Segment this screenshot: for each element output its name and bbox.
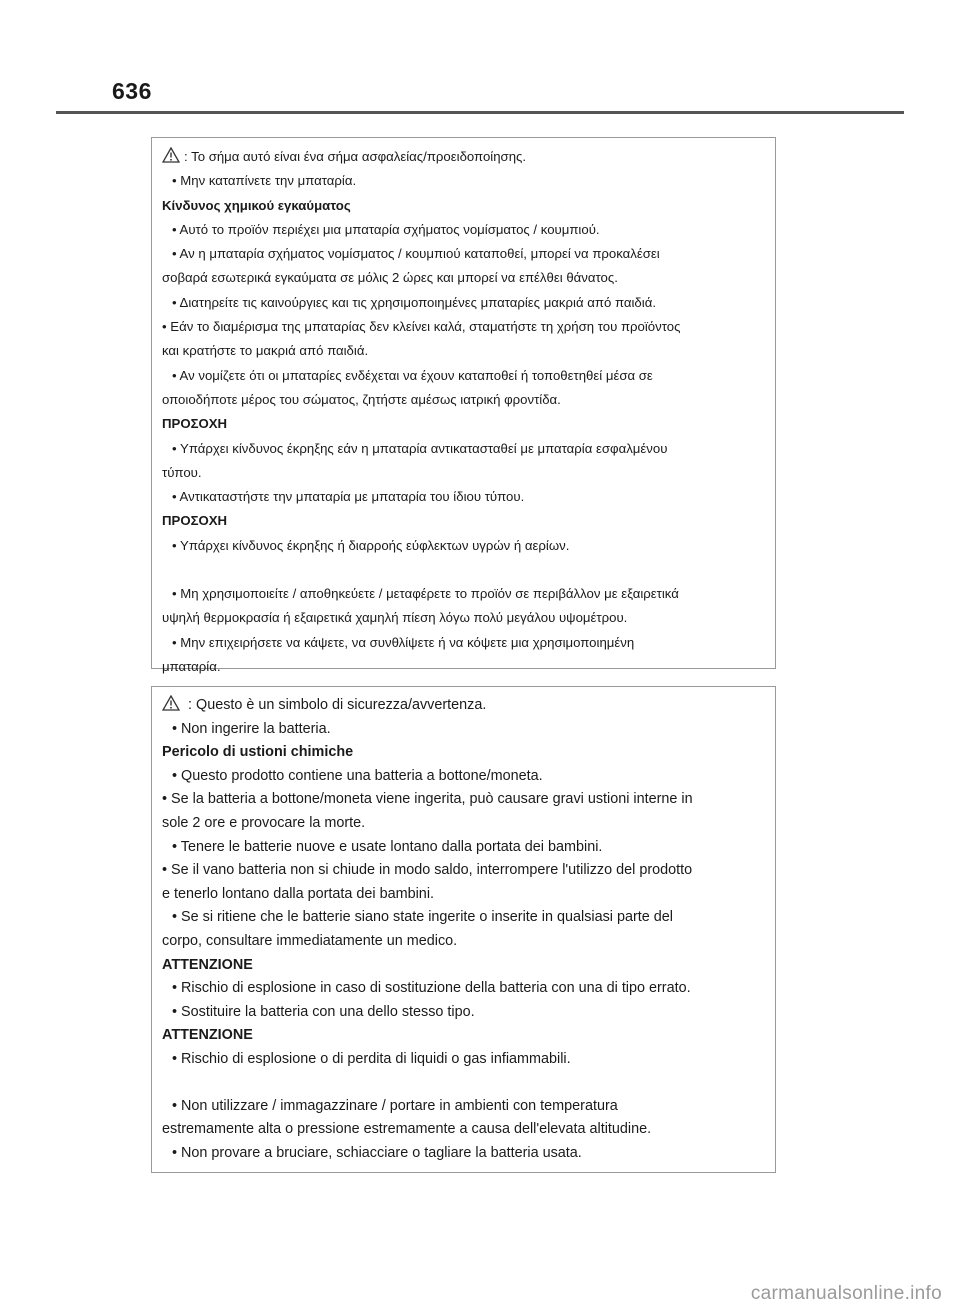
greek-line-heading: ΠΡΟΣΟΧΗ	[162, 416, 228, 432]
italian-line-bullet: • Questo prodotto contiene una batteria a bottone/moneta.	[172, 767, 543, 784]
greek-line-text: υψηλή θερμοκρασία ή εξαιρετικά χαμηλή πίεση λόγω πολύ μεγάλου υψομέτρου.	[162, 610, 628, 626]
italian-line-heading: Pericolo di ustioni chimiche	[162, 744, 354, 761]
page-number: 636	[112, 78, 152, 104]
greek-line-bullet: • Υπάρχει κίνδυνος έκρηξης ή διαρροής εύφλεκτων υγρών ή αερίων.	[172, 537, 570, 553]
warning-triangle-icon	[162, 695, 180, 711]
greek-intro-line	[162, 145, 765, 169]
italian-line-bullet: • Sostituire la batteria con una dello stesso tipo.	[172, 1003, 475, 1020]
italian-line-text: • Se la batteria a bottone/moneta viene ingerita, può causare gravi ustioni interne in	[162, 791, 693, 808]
greek-line-bullet: • Αν η μπαταρία σχήματος νομίσματος / κουμπιού καταποθεί, μπορεί να προκαλέσει	[172, 246, 660, 262]
italian-intro-line	[162, 694, 765, 718]
italian-line-text: corpo, consultare immediatamente un medico.	[162, 932, 458, 949]
greek-line-text: • Εάν το διαμέρισμα της μπαταρίας δεν κλείνει καλά, σταματήστε τη χρήση του προϊόντος	[162, 319, 681, 335]
italian-line-text: • Se il vano batteria non si chiude in modo saldo, interrompere l'utilizzo del prodotto	[162, 862, 693, 879]
greek-line-blank	[162, 558, 765, 582]
greek-line-bullet: • Υπάρχει κίνδυνος έκρηξης εάν η μπαταρία αντικατασταθεί με μπαταρία εσφαλμένου	[172, 440, 668, 456]
greek-lines	[162, 169, 765, 679]
greek-line-bullet: • Αυτό το προϊόν περιέχει μια μπαταρία σχήματος νομίσματος / κουμπιού.	[172, 221, 600, 237]
greek-line-text: μπαταρία.	[162, 658, 221, 674]
greek-line-bullet: • Διατηρείτε τις καινούργιες και τις χρησιμοποιημένες μπαταρίες μακριά από παιδιά.	[172, 294, 656, 310]
italian-line-bullet: • Rischio di esplosione o di perdita di liquidi o gas infiammabili.	[172, 1050, 571, 1067]
greek-line-text: οποιοδήποτε μέρος του σώματος, ζητήστε αμέσως ιατρική φροντίδα.	[162, 391, 561, 407]
italian-intro-text: : Questo è un simbolo di sicurezza/avvertenza.	[184, 697, 487, 713]
watermark: carmanualsonline.info	[750, 1283, 942, 1304]
greek-line-bullet: • Αν νομίζετε ότι οι μπαταρίες ενδέχεται να έχουν καταποθεί ή τοποθετηθεί μέσα σε	[172, 367, 653, 383]
greek-line-text: τύπου.	[162, 464, 202, 480]
italian-line-text: estremamente alta o pressione estremamente a causa dell'elevata altitudine.	[162, 1121, 652, 1138]
italian-line-bullet: • Non provare a bruciare, schiacciare o tagliare la batteria usata.	[172, 1144, 582, 1161]
italian-line-bullet: • Se si ritiene che le batterie siano state ingerite o inserite in qualsiasi parte del	[172, 909, 673, 926]
greek-line-heading: ΠΡΟΣΟΧΗ	[162, 513, 228, 529]
greek-line-text: σοβαρά εσωτερικά εγκαύματα σε μόλις 2 ώρες και μπορεί να επέλθει θάνατος.	[162, 270, 618, 286]
greek-warning-box	[151, 137, 776, 674]
greek-line-heading: Κίνδυνος χημικού εγκαύματος	[162, 197, 351, 213]
italian-warning-box	[151, 686, 776, 1173]
italian-line-heading: ATTENZIONE	[162, 956, 253, 973]
warning-triangle-icon	[162, 147, 180, 163]
italian-line-bullet: • Tenere le batterie nuove e usate lontano dalla portata dei bambini.	[172, 838, 603, 855]
greek-line-bullet: • Μη χρησιμοποιείτε / αποθηκεύετε / μεταφέρετε το προϊόν σε περιβάλλον με εξαιρετικά	[172, 586, 679, 602]
greek-line-bullet: • Αντικαταστήστε την μπαταρία με μπαταρία του ίδιου τύπου.	[172, 489, 525, 505]
italian-lines	[162, 718, 765, 1166]
italian-line-bullet: • Non ingerire la batteria.	[172, 720, 331, 737]
italian-line-bullet: • Non utilizzare / immagazzinare / portare in ambienti con temperatura	[172, 1097, 618, 1114]
italian-line-text: sole 2 ore e provocare la morte.	[162, 814, 366, 831]
greek-line-bullet: • Μην καταπίνετε την μπαταρία.	[172, 173, 357, 189]
italian-line-text: e tenerlo lontano dalla portata dei bambini.	[162, 885, 435, 902]
italian-line-bullet: • Rischio di esplosione in caso di sostituzione della batteria con una di tipo errato.	[172, 980, 691, 997]
greek-line-text: και κρατήστε το μακριά από παιδιά.	[162, 343, 369, 359]
greek-intro-text: : Το σήμα αυτό είναι ένα σήμα ασφαλείας/προειδοποίησης.	[184, 149, 527, 164]
header-rule	[56, 111, 904, 114]
greek-line-bullet: • Μην επιχειρήσετε να κάψετε, να συνθλίψετε ή να κόψετε μια χρησιμοποιημένη	[172, 634, 635, 650]
italian-line-heading: ATTENZIONE	[162, 1027, 253, 1044]
italian-line-blank	[162, 1072, 765, 1095]
